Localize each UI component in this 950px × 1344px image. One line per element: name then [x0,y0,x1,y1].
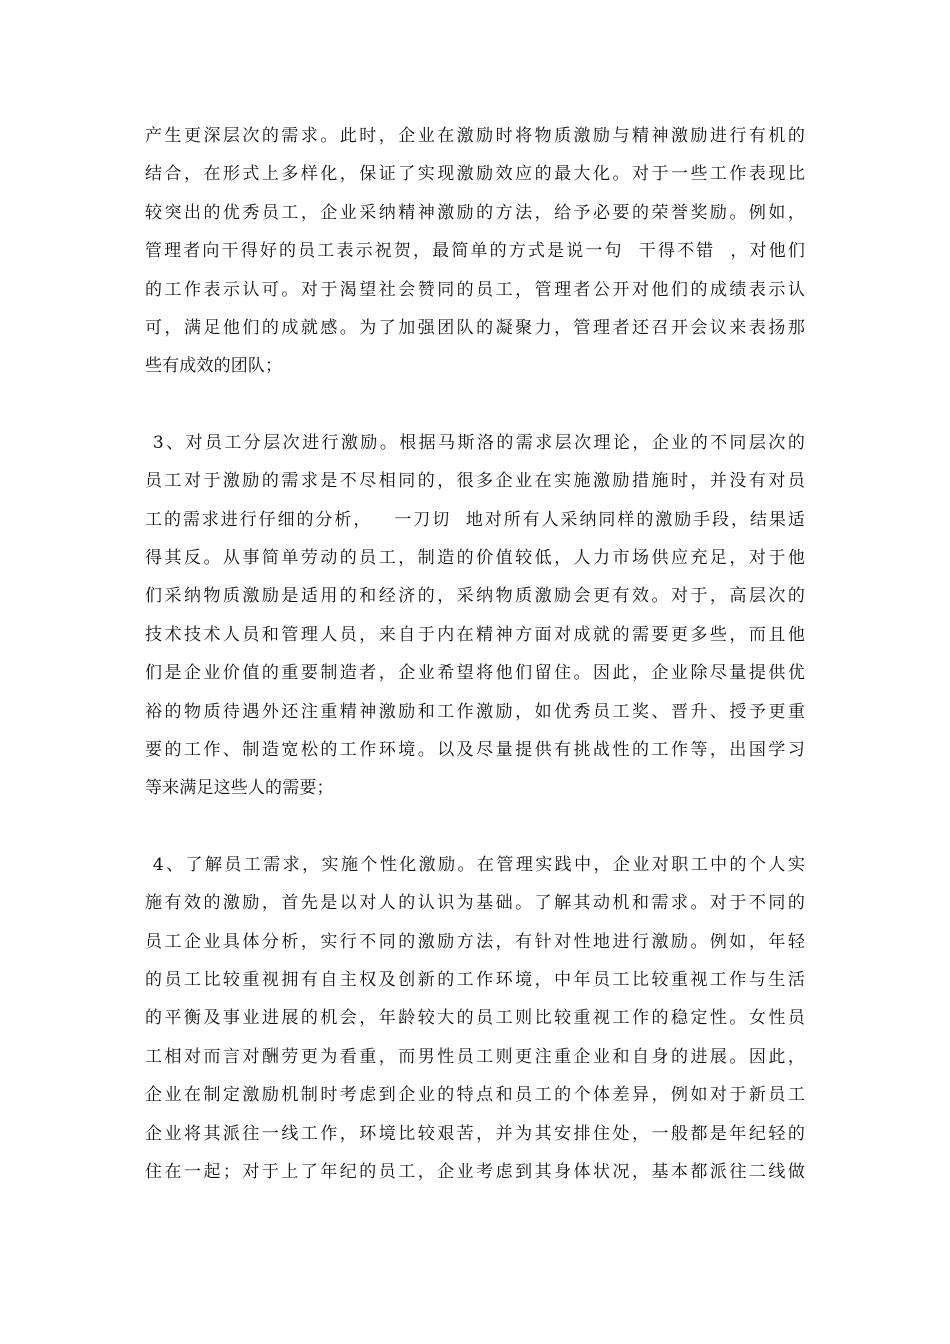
paragraph-line: 工相对而言对酬劳更为看重，而男性员工则更注重企业和自身的进展。因此， [145,1046,805,1067]
paragraph-line: 结合，在形式上多样化，保证了实现激励效应的最大化。对于一些工作表现比 [145,164,805,185]
paragraph-line: 管理者向干得好的员工表示祝贺，最简单的方式是说一句 干得不错 ，对他们 [145,241,805,262]
paragraph-line: 员工企业具体分析，实行不同的激励方法，有针对性地进行激励。例如，年轻 [145,931,805,952]
paragraph-line: 些有成效的团队； [145,356,283,377]
paragraph-line: 企业将其派往一线工作，环境比较艰苦，并为其安排住处，一般都是年纪轻的 [145,1123,805,1144]
paragraph-line: 住在一起；对于上了年纪的员工，企业考虑到其身体状况，基本都派往二线做 [145,1162,805,1182]
paragraph-line: 们采纳物质激励是适用的和经济的，采纳物质激励会更有效。对于，高层次的 [145,586,805,607]
paragraph-line: 技术技术人员和管理人员，来自于内在精神方面对成就的需要更多些，而且他 [145,624,805,645]
paragraph-line: 施有效的激励，首先是以对人的认识为基础。了解其动机和需求。对于不同的 [145,893,805,914]
paragraph-line: 员工对于激励的需求是不尽相同的，很多企业在实施激励措施时，并没有对员 [145,471,805,492]
paragraph-line: 产生更深层次的需求。此时，企业在激励时将物质激励与精神激励进行有机的 [145,126,805,146]
paragraph-line: 的平衡及事业进展的机会，年龄较大的员工则比较重视工作的稳定性。女性员 [145,1008,805,1029]
paragraph-line: 可，满足他们的成就感。为了加强团队的凝聚力，管理者还召开会议来表扬那 [145,318,805,338]
paragraph-line: 企业在制定激励机制时考虑到企业的特点和员工的个体差异，例如对于新员工 [145,1085,805,1106]
paragraph-line: 的工作表示认可。对于渴望社会赞同的员工，管理者公开对他们的成绩表示认 [145,279,805,300]
paragraph-line: 工的需求进行仔细的分析， 一刀切 地对所有人采纳同样的激励手段，结果适 [145,509,805,530]
paragraph-line: 较突出的优秀员工，企业采纳精神激励的方法，给予必要的荣誉奖励。例如， [145,202,805,223]
paragraph-line: 裕的物质待遇外还注重精神激励和工作激励，如优秀员工奖、晋升、授予更重 [145,701,805,722]
paragraph-line: 等来满足这些人的需要； [145,778,334,799]
paragraph-line: 4、了解员工需求，实施个性化激励。在管理实践中，企业对职工中的个人实 [145,854,805,875]
paragraph-line: 要的工作、制造宽松的工作环境。以及尽量提供有挑战性的工作等，出国学习 [145,740,805,760]
paragraph-line: 的员工比较重视拥有自主权及创新的工作环境，中年员工比较重视工作与生活 [145,970,805,990]
paragraph-line: 得其反。从事简单劳动的员工，制造的价值较低，人力市场供应充足，对于他 [145,548,805,568]
paragraph-line: 们是企业价值的重要制造者，企业希望将他们留住。因此，企业除尽量提供优 [145,663,805,684]
paragraph-line: 3、对员工分层次进行激励。根据马斯洛的需求层次理论，企业的不同层次的 [145,432,805,453]
